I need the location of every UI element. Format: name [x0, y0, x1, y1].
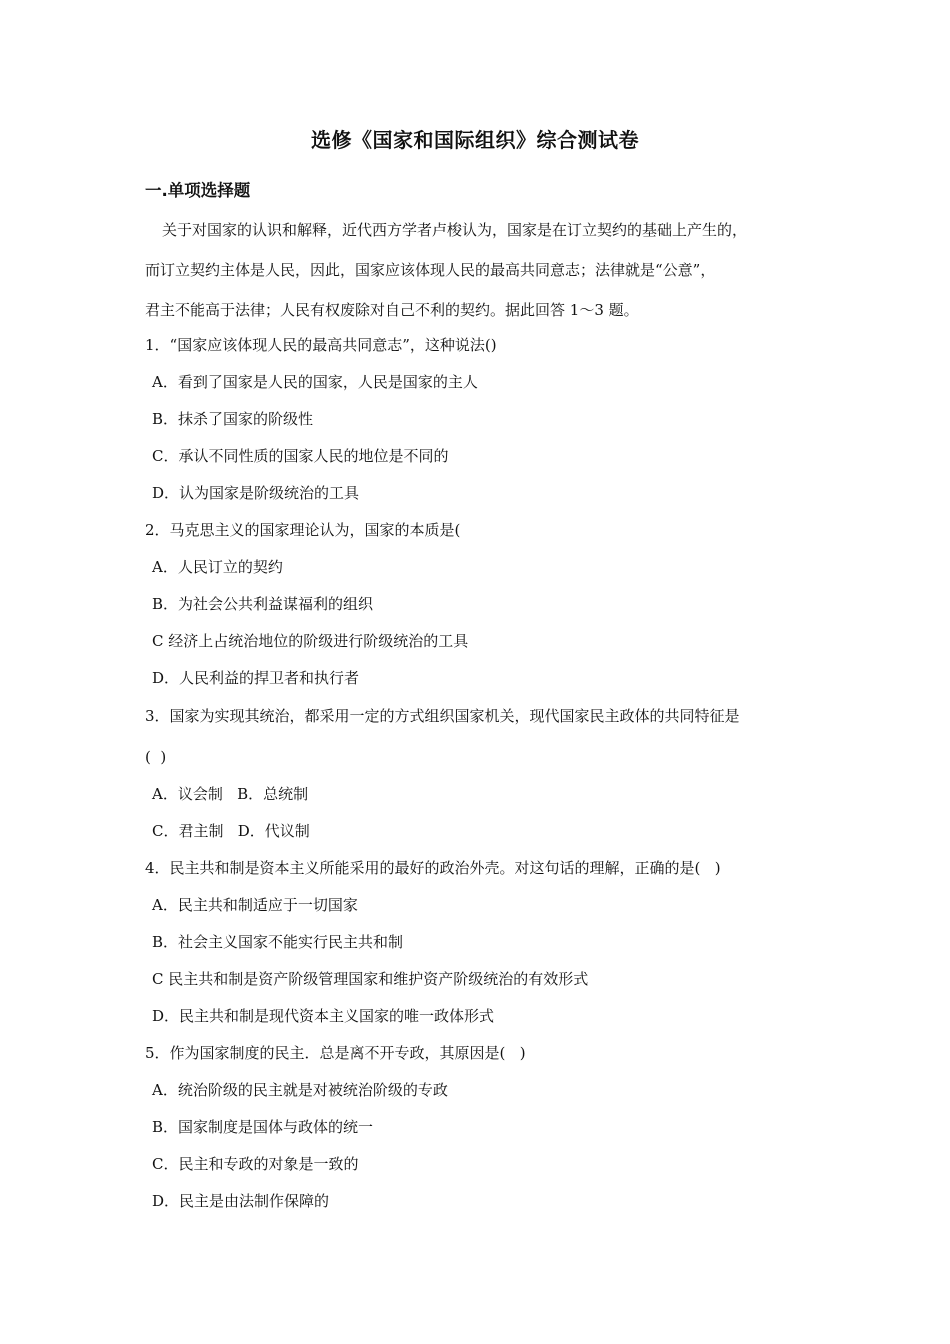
question-4-option-b: B．社会主义国家不能实行民主共和制 [152, 933, 404, 951]
question-3-options-ab: A．议会制 B．总统制 [152, 785, 309, 803]
question-2-option-a: A．人民订立的契约 [152, 558, 283, 576]
question-3-stem-continued: ( ) [145, 748, 167, 766]
intro-paragraph [145, 210, 825, 330]
question-4-option-a: A．民主共和制适应于一切国家 [152, 896, 358, 914]
question-4-option-c: C 民主共和制是资产阶级管理国家和维护资产阶级统治的有效形式 [152, 970, 589, 988]
question-2-option-c: C 经济上占统治地位的阶级进行阶级统治的工具 [152, 632, 469, 650]
page-title: 选修《国家和国际组织》综合测试卷 [311, 128, 639, 152]
question-2-option-d: D．人民利益的捍卫者和执行者 [152, 669, 360, 687]
question-3-options-cd: C．君主制 D．代议制 [152, 822, 310, 840]
intro-line: 而订立契约主体是人民，因此，国家应该体现人民的最高共同意志；法律就是“公意”， [145, 261, 716, 279]
question-5-stem: 5．作为国家制度的民主．总是离不开专政，其原因是( ) [145, 1044, 526, 1062]
intro-line: 君主不能高于法律；人民有权废除对自己不利的契约。据此回答 1～3 题。 [145, 301, 639, 319]
question-3-stem: 3．国家为实现其统治，都采用一定的方式组织国家机关，现代国家民主政体的共同特征是 [145, 707, 740, 725]
question-4-stem: 4．民主共和制是资本主义所能采用的最好的政治外壳。对这句话的理解，正确的是( ) [145, 859, 721, 877]
question-5-option-a: A．统治阶级的民主就是对被统治阶级的专政 [152, 1081, 448, 1099]
question-1-stem: 1．“国家应该体现人民的最高共同意志”，这种说法() [145, 336, 497, 354]
intro-line: 关于对国家的认识和解释，近代西方学者卢梭认为，国家是在订立契约的基础上产生的， [162, 221, 748, 239]
question-5-option-c: C．民主和专政的对象是一致的 [152, 1155, 359, 1173]
question-2-option-b: B．为社会公共利益谋福利的组织 [152, 595, 374, 613]
question-4-option-d: D．民主共和制是现代资本主义国家的唯一政体形式 [152, 1007, 495, 1025]
question-2-stem: 2．马克思主义的国家理论认为，国家的本质是( [145, 521, 461, 539]
question-1-option-d: D．认为国家是阶级统治的工具 [152, 484, 360, 502]
question-1-option-a: A．看到了国家是人民的国家，人民是国家的主人 [152, 373, 478, 391]
question-5-option-b: B．国家制度是国体与政体的统一 [152, 1118, 374, 1136]
question-5-option-d: D．民主是由法制作保障的 [152, 1192, 330, 1210]
question-1-option-c: C．承认不同性质的国家人民的地位是不同的 [152, 447, 449, 465]
question-1-option-b: B．抹杀了国家的阶级性 [152, 410, 314, 428]
section-heading: 一.单项选择题 [145, 181, 251, 200]
